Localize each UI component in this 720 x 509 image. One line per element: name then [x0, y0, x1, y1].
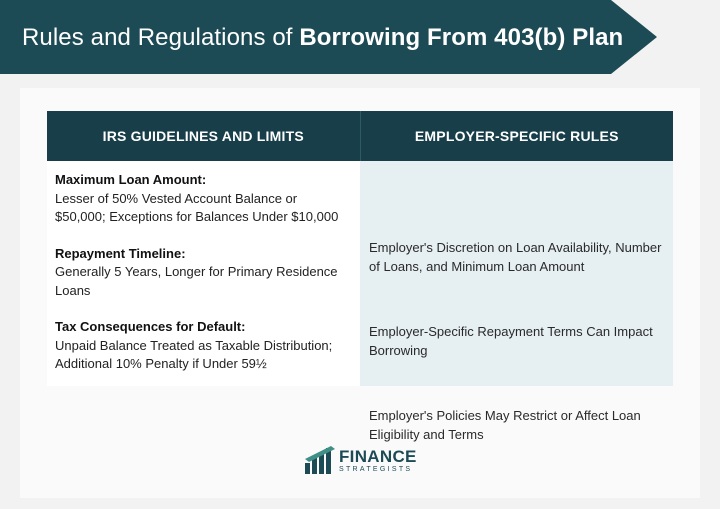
- page-title-bold: Borrowing From 403(b) Plan: [299, 24, 624, 51]
- irs-column: [47, 161, 360, 386]
- irs-row-heading: Tax Consequences for Default:: [55, 319, 246, 334]
- logo-text: [339, 448, 417, 473]
- finance-strategists-logo: [305, 446, 417, 474]
- employer-column: [360, 161, 673, 442]
- employer-row-text: Employer's Policies May Restrict or Affect Loan Eligibility and Terms: [369, 408, 641, 442]
- employer-row-text: Employer-Specific Repayment Terms Can Impact Borrowing: [369, 324, 653, 358]
- irs-row-repayment: [55, 245, 350, 301]
- table-body: [47, 161, 673, 442]
- page-title: [22, 24, 623, 52]
- rules-table: [47, 111, 673, 442]
- irs-row-heading: Maximum Loan Amount:: [55, 172, 207, 187]
- employer-row-text: Employer's Discretion on Loan Availability, Number of Loans, and Minimum Loan Amount: [369, 240, 662, 274]
- finance-strategists-logo-icon: [305, 446, 335, 474]
- logo-word: FINANCE: [339, 446, 417, 466]
- header-employer-rules: EMPLOYER-SPECIFIC RULES: [360, 111, 674, 161]
- page-title-regular: Rules and Regulations of: [22, 24, 300, 51]
- table-header: [47, 111, 673, 161]
- irs-row-text: Generally 5 Years, Longer for Primary Residence Loans: [55, 264, 338, 298]
- irs-row-heading: Repayment Timeline:: [55, 245, 186, 261]
- header-irs-guidelines: IRS GUIDELINES AND LIMITS: [47, 111, 360, 161]
- logo-subtitle: STRATEGISTS: [339, 465, 413, 473]
- irs-row-text: Unpaid Balance Treated as Taxable Distribution; Additional 10% Penalty if Under 59½: [55, 337, 333, 371]
- irs-row-tax-default: [55, 318, 350, 374]
- irs-row-text: Lesser of 50% Vested Account Balance or $50,000; Exceptions for Balances Under $10,000: [55, 190, 339, 224]
- irs-row-max-loan: [55, 171, 350, 227]
